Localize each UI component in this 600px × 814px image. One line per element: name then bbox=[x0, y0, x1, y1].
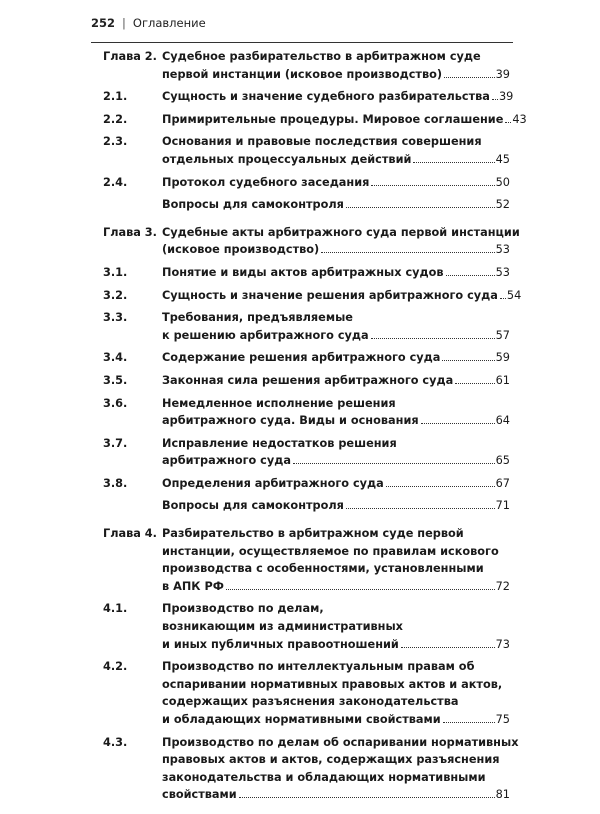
entry-title-line: в АПК РФ bbox=[162, 579, 224, 593]
entry-last-line bbox=[162, 372, 510, 390]
entry-page-number: 81 bbox=[495, 788, 510, 802]
entry-title-line: Сущность и значение судебного разбирательства bbox=[162, 90, 490, 104]
entry-title-line: свойствами bbox=[162, 788, 237, 802]
entry-last-line bbox=[162, 264, 510, 282]
section-entry[interactable] bbox=[0, 475, 600, 493]
entry-title-line: и обладающих нормативными свойствами bbox=[162, 713, 441, 726]
section-entry[interactable] bbox=[0, 174, 600, 192]
entry-number: 2.4. bbox=[103, 175, 128, 189]
dot-leader bbox=[293, 463, 495, 464]
dot-leader bbox=[371, 185, 494, 186]
entry-last-line bbox=[162, 636, 510, 654]
entry-last-line bbox=[162, 174, 510, 192]
entry-title-line: к решению арбитражного суда bbox=[162, 328, 369, 342]
entry-page-number: 53 bbox=[495, 265, 510, 279]
entry-number: 3.4. bbox=[103, 351, 128, 365]
entry-title-line: законодательства и обладающих нормативными bbox=[162, 770, 486, 784]
section-entry[interactable] bbox=[0, 111, 600, 129]
entry-title-line: правовых актов и актов, содержащих разъяснения bbox=[162, 753, 500, 767]
section-entry[interactable] bbox=[0, 372, 600, 390]
entry-last-line bbox=[162, 66, 510, 84]
entry-page-number: 39 bbox=[495, 67, 510, 81]
dot-leader bbox=[444, 77, 495, 78]
entry-last-line bbox=[162, 349, 510, 367]
dot-leader bbox=[505, 122, 511, 123]
entry-page-number: 61 bbox=[495, 373, 510, 387]
entry-title-line: инстанции, осуществляемое по правилам искового bbox=[162, 544, 499, 558]
entry-page-number: 72 bbox=[495, 579, 510, 593]
entry-page-number: 73 bbox=[495, 637, 510, 651]
entry-number: 4.3. bbox=[103, 735, 128, 749]
chapter-block bbox=[0, 224, 600, 515]
entry-title-line: Сущность и значение решения арбитражного суда bbox=[162, 288, 498, 302]
entry-title-line: первой инстанции (исковое производство) bbox=[162, 67, 443, 81]
entry-page-number: 53 bbox=[495, 243, 510, 257]
header-title: Оглавление bbox=[132, 16, 206, 30]
entry-page-number: 75 bbox=[495, 713, 510, 726]
entry-title-line: Судебные акты арбитражного суда первой инстанции bbox=[162, 225, 520, 239]
page-number: 252 bbox=[91, 16, 116, 30]
entry-title-line: Требования, предъявляемые bbox=[162, 311, 353, 325]
entry-page-number: 57 bbox=[495, 328, 510, 342]
header-rule bbox=[91, 42, 513, 43]
section-entry[interactable] bbox=[0, 734, 600, 804]
entry-page-number: 71 bbox=[495, 499, 510, 513]
entry-page-number: 43 bbox=[512, 112, 527, 126]
entry-page-number: 50 bbox=[495, 175, 510, 189]
entry-last-line bbox=[162, 196, 510, 214]
entry-last-line bbox=[162, 711, 510, 729]
entry-number: 4.1. bbox=[103, 602, 128, 616]
self-check-questions-entry[interactable] bbox=[0, 497, 600, 515]
dot-leader bbox=[386, 486, 495, 487]
chapter-heading[interactable] bbox=[0, 48, 600, 83]
header-text bbox=[91, 16, 206, 30]
section-entry[interactable] bbox=[0, 133, 600, 168]
dot-leader bbox=[492, 99, 498, 100]
dot-leader bbox=[226, 589, 495, 590]
entry-last-line bbox=[162, 111, 527, 129]
entry-title-line: арбитражного суда. Виды и основания bbox=[162, 414, 419, 428]
entry-number: 3.7. bbox=[103, 436, 128, 450]
section-entry[interactable] bbox=[0, 349, 600, 367]
entry-page-number: 39 bbox=[498, 90, 514, 104]
entry-last-line bbox=[162, 327, 510, 345]
dot-leader bbox=[500, 298, 506, 299]
entry-title-line: Основания и правовые последствия совершения bbox=[162, 135, 482, 149]
entry-title-line: Производство по делам об оспаривании нормативных bbox=[162, 735, 519, 749]
entry-title-line: Примирительные процедуры. Мировое соглашение bbox=[162, 112, 504, 126]
entry-title-line: производства с особенностями, установленными bbox=[162, 562, 484, 576]
entry-number: 4.2. bbox=[103, 660, 128, 674]
dot-leader bbox=[421, 423, 495, 424]
entry-title-line: отдельных процессуальных действий bbox=[162, 152, 412, 166]
entry-last-line bbox=[162, 452, 510, 470]
section-entry[interactable] bbox=[0, 88, 600, 106]
entry-last-line bbox=[162, 88, 514, 106]
dot-leader bbox=[442, 360, 494, 361]
dot-leader bbox=[401, 647, 495, 648]
entry-last-line bbox=[162, 241, 510, 259]
entry-number: 3.5. bbox=[103, 373, 128, 387]
section-entry[interactable] bbox=[0, 658, 600, 728]
chapter-block bbox=[0, 525, 600, 804]
entry-title-line: Исправление недостатков решения bbox=[162, 436, 397, 450]
entry-title-line: арбитражного суда bbox=[162, 454, 291, 468]
self-check-questions-entry[interactable] bbox=[0, 196, 600, 214]
section-entry[interactable] bbox=[0, 395, 600, 430]
entry-title-line: Производство по интеллектуальным правам об bbox=[162, 660, 475, 674]
section-entry[interactable] bbox=[0, 600, 600, 653]
header-separator: | bbox=[122, 16, 126, 30]
entry-title-line: возникающим из административных bbox=[162, 620, 403, 634]
entry-number: 2.2. bbox=[103, 112, 128, 126]
dot-leader bbox=[239, 797, 495, 798]
entry-title-line: содержащих разъяснения законодательства bbox=[162, 695, 459, 709]
section-entry[interactable] bbox=[0, 309, 600, 344]
dot-leader bbox=[346, 207, 495, 208]
entry-number: 2.1. bbox=[103, 90, 128, 104]
entry-page-number: 67 bbox=[495, 476, 510, 490]
entry-page-number: 65 bbox=[495, 454, 510, 468]
dot-leader bbox=[443, 722, 495, 723]
section-entry[interactable] bbox=[0, 435, 600, 470]
entry-page-number: 52 bbox=[495, 198, 510, 212]
dot-leader bbox=[455, 383, 494, 384]
entry-last-line bbox=[162, 786, 510, 804]
entry-last-line bbox=[162, 578, 510, 596]
entry-number: Глава 2. bbox=[103, 50, 157, 63]
entry-number: 3.8. bbox=[103, 476, 128, 490]
entry-number: 3.1. bbox=[103, 265, 128, 279]
entry-last-line bbox=[162, 475, 510, 493]
table-of-contents bbox=[0, 48, 600, 814]
entry-last-line bbox=[162, 151, 510, 169]
entry-title-line: Понятие и виды актов арбитражных судов bbox=[162, 265, 444, 279]
entry-last-line bbox=[162, 287, 522, 305]
dot-leader bbox=[413, 162, 494, 163]
section-entry[interactable] bbox=[0, 264, 600, 282]
entry-page-number: 54 bbox=[506, 288, 522, 302]
entry-title-line: Протокол судебного заседания bbox=[162, 175, 370, 189]
entry-title-line: оспаривании нормативных правовых актов и актов, bbox=[162, 677, 503, 691]
dot-leader bbox=[321, 252, 494, 253]
dot-leader bbox=[446, 275, 495, 276]
section-entry[interactable] bbox=[0, 287, 600, 305]
entry-title-line: Судебное разбирательство в арбитражном суде bbox=[162, 50, 481, 63]
entry-title-line: Вопросы для самоконтроля bbox=[162, 499, 344, 513]
entry-page-number: 64 bbox=[495, 414, 510, 428]
entry-page-number: 45 bbox=[495, 152, 510, 166]
entry-number: 2.3. bbox=[103, 135, 128, 149]
chapter-heading[interactable] bbox=[0, 224, 600, 259]
entry-title-line: Вопросы для самоконтроля bbox=[162, 198, 344, 212]
entry-number: 3.2. bbox=[103, 288, 128, 302]
entry-title-line: Законная сила решения арбитражного суда bbox=[162, 373, 454, 387]
entry-title-line: Разбирательство в арбитражном суде первой bbox=[162, 527, 464, 541]
entry-title-line: (исковое производство) bbox=[162, 243, 320, 257]
chapter-block bbox=[0, 48, 600, 214]
dot-leader bbox=[371, 338, 495, 339]
entry-title-line: Определения арбитражного суда bbox=[162, 476, 384, 490]
entry-last-line bbox=[162, 497, 510, 515]
entry-title-line: Содержание решения арбитражного суда bbox=[162, 351, 441, 365]
entry-number: Глава 3. bbox=[103, 225, 157, 239]
entry-number: Глава 4. bbox=[103, 527, 157, 541]
entry-title-line: Производство по делам, bbox=[162, 602, 324, 616]
entry-last-line bbox=[162, 412, 510, 430]
entry-title-line: и иных публичных правоотношений bbox=[162, 637, 399, 651]
dot-leader bbox=[346, 508, 495, 509]
entry-page-number: 59 bbox=[495, 351, 510, 365]
entry-title-line: Немедленное исполнение решения bbox=[162, 396, 396, 410]
entry-number: 3.3. bbox=[103, 311, 128, 325]
chapter-heading[interactable] bbox=[0, 525, 600, 595]
entry-number: 3.6. bbox=[103, 396, 128, 410]
